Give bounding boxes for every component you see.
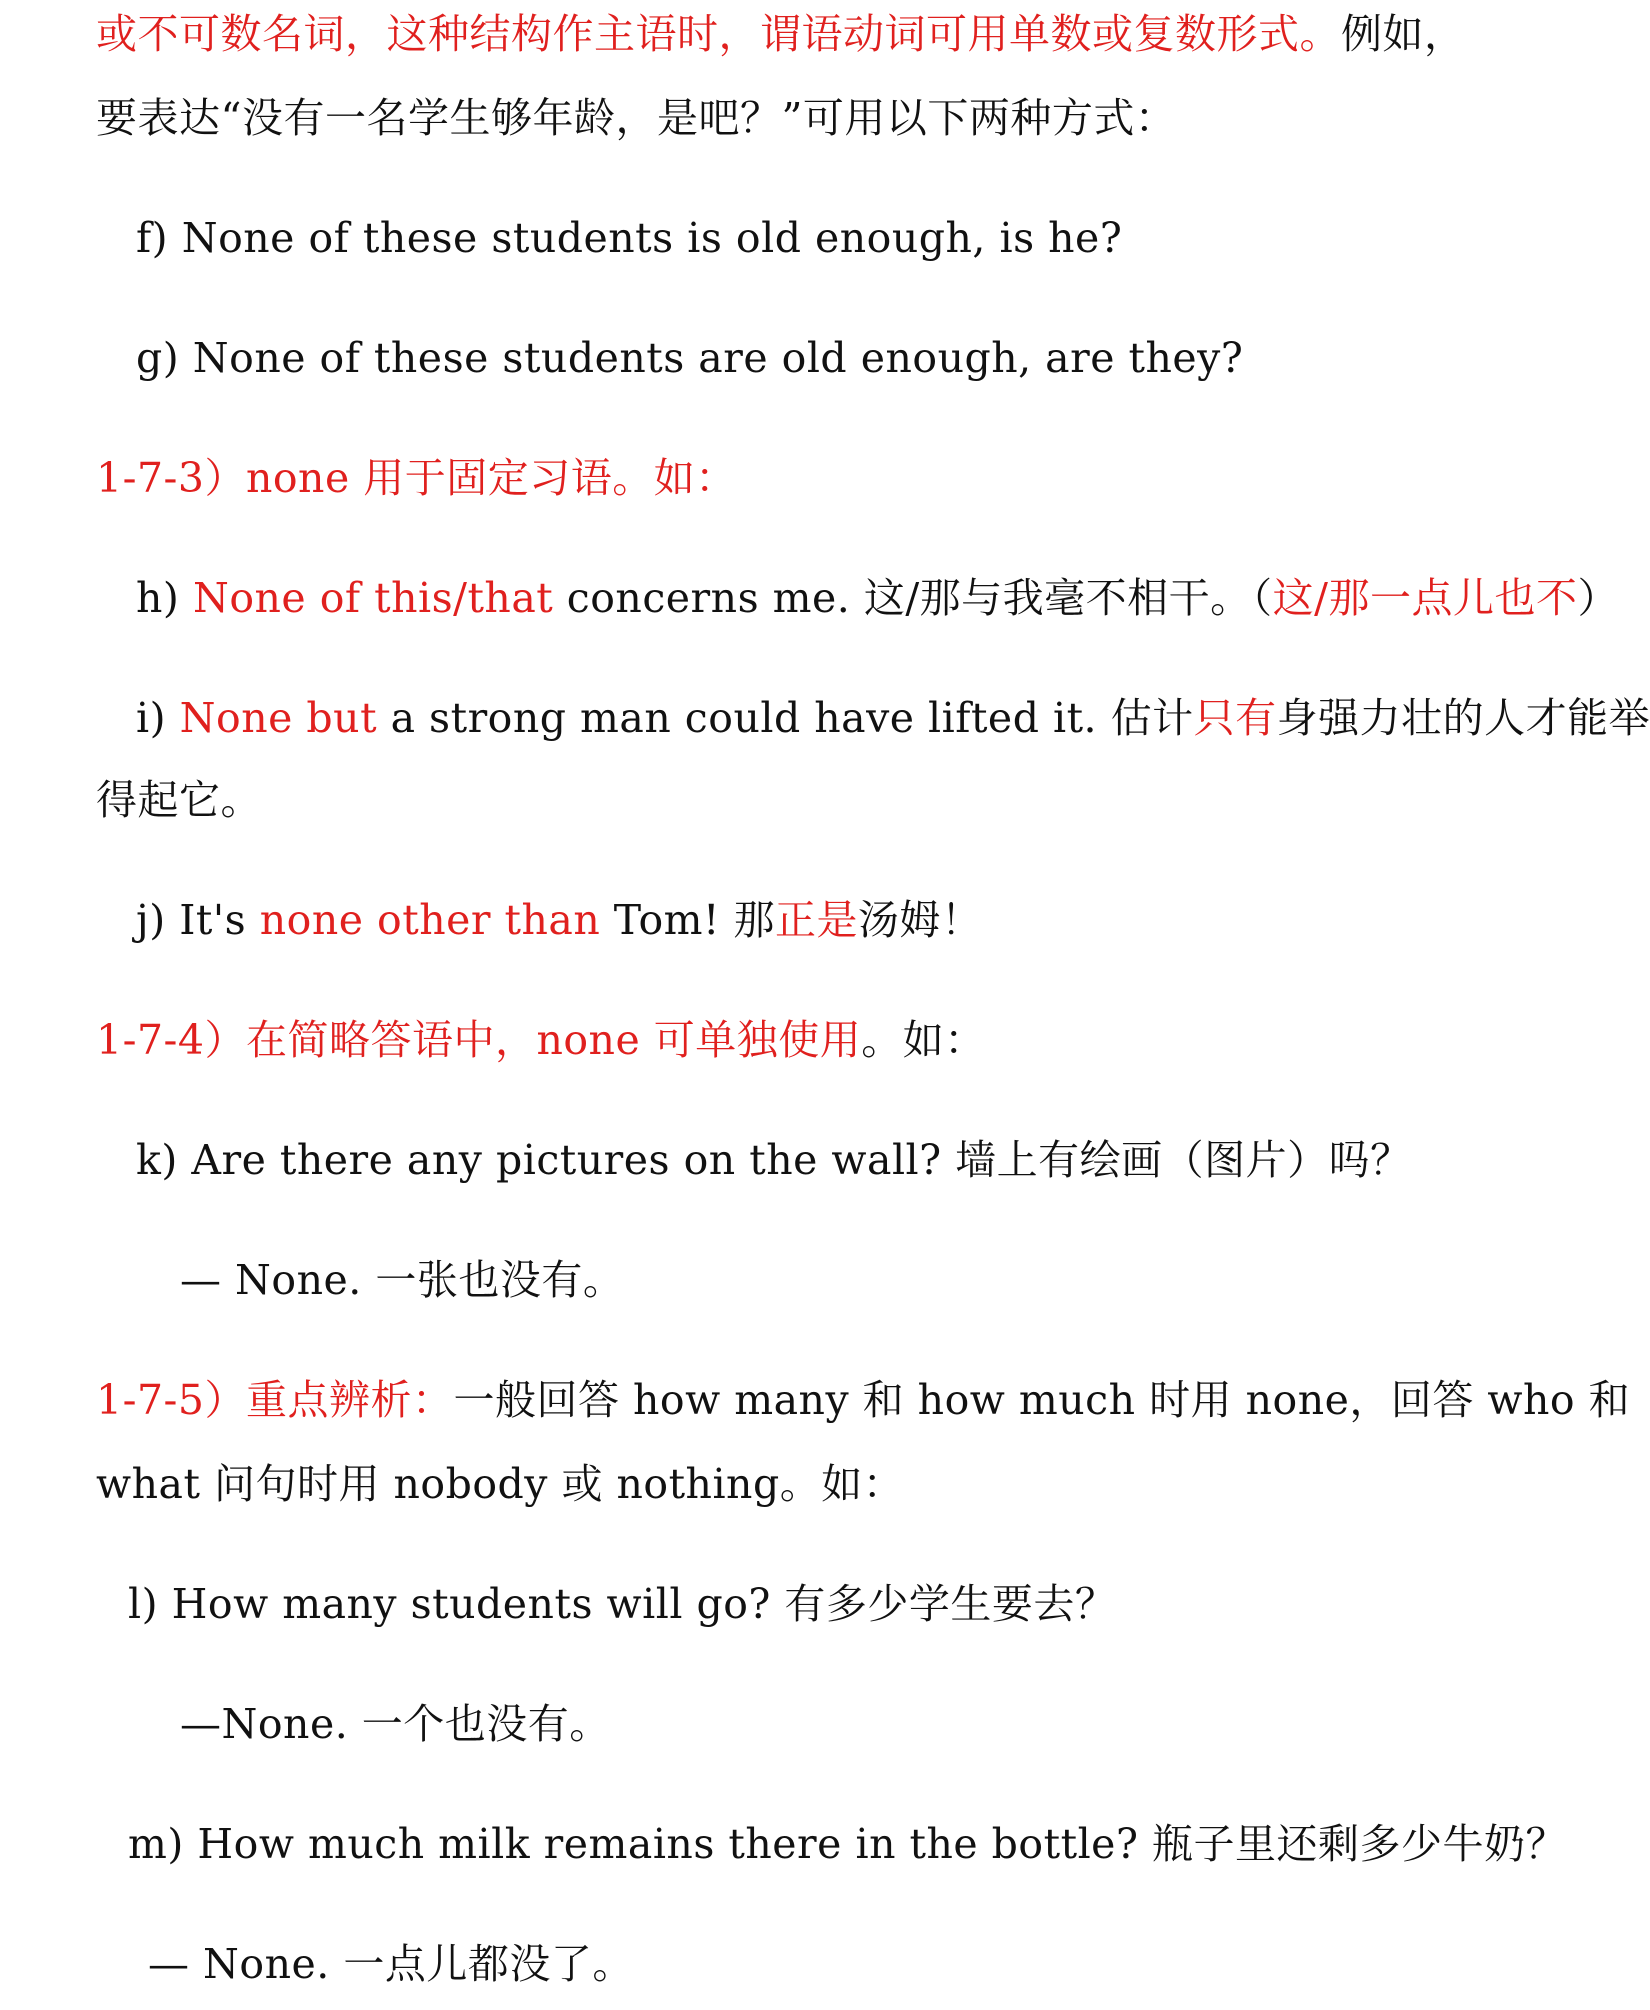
example-i-continued	[96, 772, 262, 828]
example-h	[136, 570, 1619, 626]
text-segment: 1-7-3）none 用于固定习语。如：	[96, 454, 737, 502]
text-segment: 身强力壮的人才能举	[1276, 694, 1650, 742]
text-segment: 一般回答 how many 和 how much 时用 none，回答 who 和	[453, 1376, 1631, 1424]
text-segment: None of this/that	[192, 574, 554, 622]
text-segment: 这/那一点儿也不	[1272, 574, 1578, 622]
text-segment: 要表达“没有一名学生够年龄，是吧？”可用以下两种方式：	[96, 94, 1177, 142]
text-segment: what 问句时用 nobody 或 nothing。如：	[96, 1460, 905, 1508]
text-segment: 得起它。	[96, 776, 262, 824]
text-segment: 例如，	[1341, 10, 1466, 58]
answer-l	[180, 1696, 611, 1752]
example-g	[136, 330, 1243, 386]
text-segment: h)	[136, 574, 193, 622]
text-segment: none other than	[259, 896, 601, 944]
example-k	[136, 1132, 1412, 1188]
text-segment: 或不可数名词，这种结构作主语时，谓语动词可用单数或复数形式。	[96, 10, 1341, 58]
text-segment: — None. 一点儿都没了。	[148, 1940, 634, 1988]
section-heading-1-7-4	[96, 1012, 986, 1068]
text-segment: 。如：	[861, 1016, 986, 1064]
text-segment: — None. 一张也没有。	[180, 1256, 625, 1304]
text-segment: i)	[136, 694, 180, 742]
text-segment: l) How many students will go? 有多少学生要去？	[128, 1580, 1117, 1628]
text-segment: 汤姆！	[858, 896, 983, 944]
text-segment: k) Are there any pictures on the wall? 墙上有绘画（图片）吗？	[136, 1136, 1412, 1184]
answer-m	[148, 1936, 634, 1992]
section-1-7-5-continued	[96, 1456, 904, 1512]
text-segment: 1-7-5）重点辨析：	[96, 1376, 454, 1424]
text-segment: concerns me. 这/那与我毫不相干。（	[553, 574, 1273, 622]
text-segment: ）	[1577, 574, 1619, 622]
example-m	[128, 1816, 1567, 1872]
section-heading-1-7-3	[96, 450, 737, 506]
text-segment: None but	[179, 694, 378, 742]
example-f	[136, 210, 1122, 266]
text-segment: —None. 一个也没有。	[180, 1700, 611, 1748]
example-l	[128, 1576, 1116, 1632]
text-segment: Tom! 那	[600, 896, 776, 944]
text-segment: g) None of these students are old enough, are they?	[136, 334, 1244, 382]
section-heading-1-7-5	[96, 1372, 1630, 1428]
text-segment: f) None of these students is old enough, is he?	[136, 214, 1123, 262]
text-segment: 1-7-4）在简略答语中，none 可单独使用	[96, 1016, 862, 1064]
paragraph-line-1	[96, 6, 1466, 62]
text-segment: j) It's	[136, 896, 260, 944]
example-i	[136, 690, 1650, 746]
text-segment: 只有	[1193, 694, 1277, 742]
paragraph-line-2	[96, 90, 1176, 146]
text-segment: m) How much milk remains there in the bottle? 瓶子里还剩多少牛奶？	[128, 1820, 1567, 1868]
answer-k	[180, 1252, 624, 1308]
example-j	[136, 892, 983, 948]
text-segment: 正是	[775, 896, 859, 944]
text-segment: a strong man could have lifted it. 估计	[377, 694, 1194, 742]
